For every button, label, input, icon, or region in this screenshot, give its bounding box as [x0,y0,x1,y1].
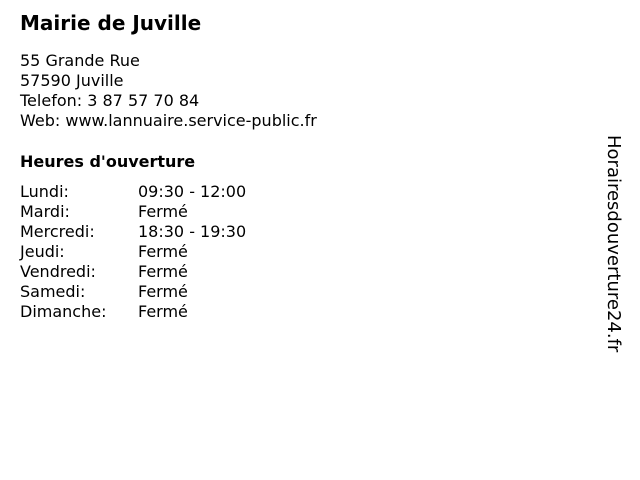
day-hours: Fermé [138,262,188,281]
day-hours: 09:30 - 12:00 [138,182,247,201]
day-label: Lundi: [20,182,69,201]
day-label: Samedi: [20,282,86,301]
day-hours: Fermé [138,282,188,301]
day-hours: Fermé [138,242,188,261]
hours-row-lundi [20,182,580,202]
day-label: Jeudi: [20,242,65,261]
street-address: 55 Grande Rue [20,51,140,70]
day-hours: Fermé [138,202,188,221]
day-label: Dimanche: [20,302,107,321]
opening-hours-table [20,182,580,322]
website: Web: www.lannuaire.service-public.fr [20,111,317,130]
day-hours: Fermé [138,302,188,321]
postal-city: 57590 Juville [20,71,124,90]
address-block [20,51,580,131]
day-hours: 18:30 - 19:30 [138,222,247,241]
day-label: Mardi: [20,202,70,221]
opening-hours-heading: Heures d'ouverture [20,152,196,171]
hours-row-vendredi [20,262,580,282]
day-label: Vendredi: [20,262,96,281]
hours-row-samedi [20,282,580,302]
hours-row-dimanche [20,302,580,322]
day-label: Mercredi: [20,222,95,241]
hours-row-jeudi [20,242,580,262]
phone-number: Telefon: 3 87 57 70 84 [20,91,200,110]
hours-row-mercredi [20,222,580,242]
hours-row-mardi [20,202,580,222]
business-card [20,10,580,322]
business-name: Mairie de Juville [20,11,202,35]
site-watermark: Horairesdouverture24.fr [603,135,624,353]
